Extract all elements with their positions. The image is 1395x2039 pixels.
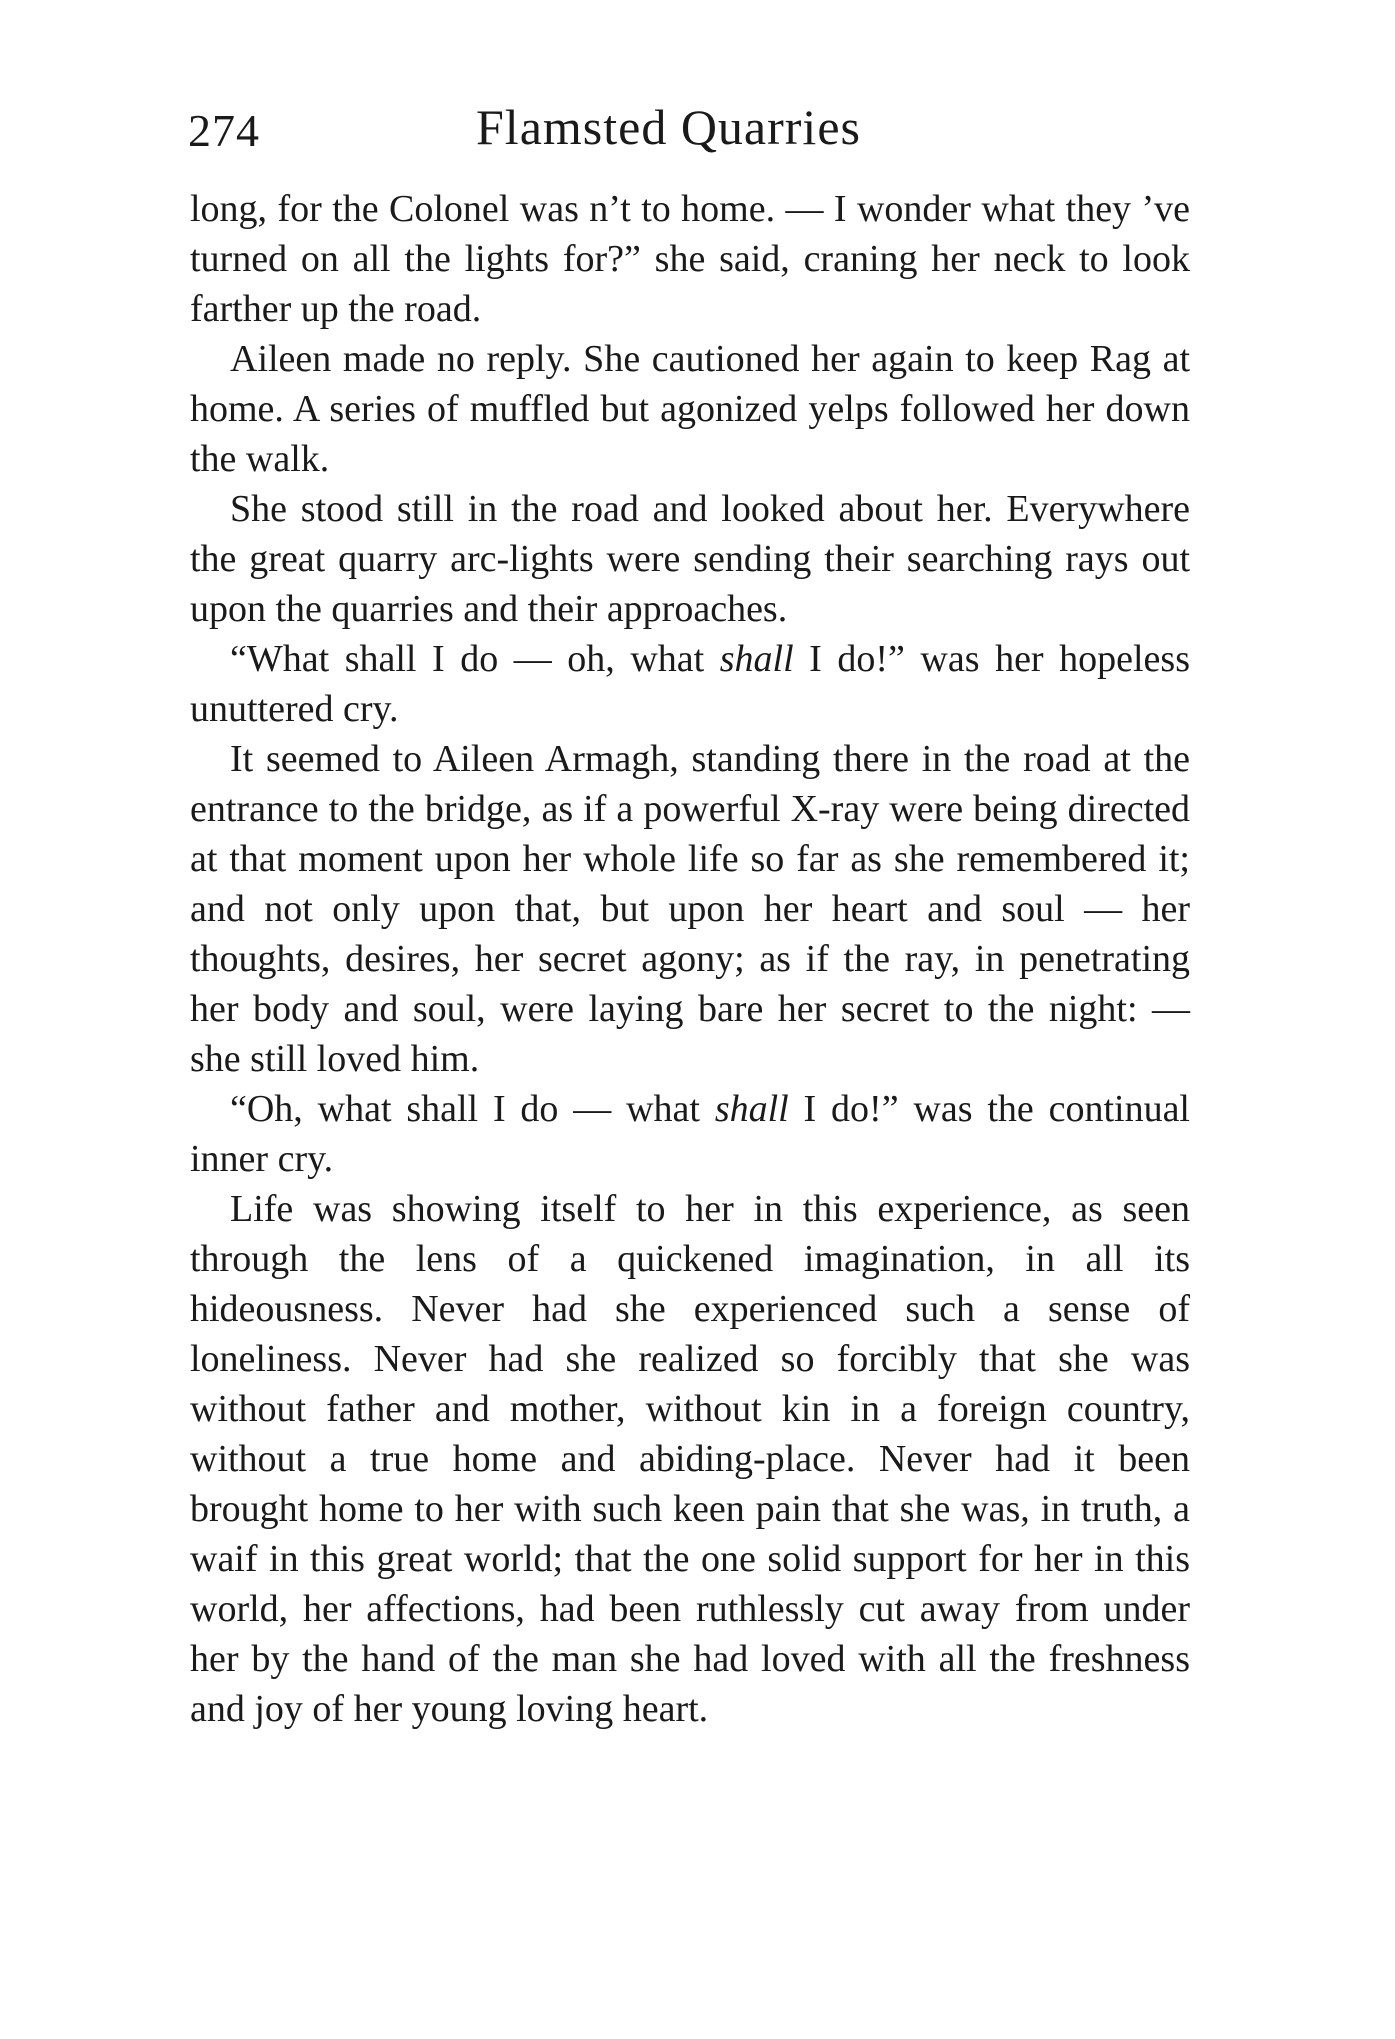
paragraph-4 [190, 634, 1190, 734]
paragraph-2 [190, 334, 1190, 484]
body-text [190, 184, 1190, 1734]
paragraph-text: Life was showing itself to her in this experience, as seen through the lens of a quickened imagination, in all its hideousness. Never had she experienced such a sense of loneliness. Never had she realized so forcibly that she was without father and mother, without kin in a foreign country, without a true home and abiding-place. Never had it been brought home to her with such keen pain that she was, in truth, a waif in this great world; that the one solid support for her in this world, her affections, had been ruthlessly cut away from under her by the hand of the man she had loved with all the freshness and joy of her young loving heart. [190, 1188, 1190, 1730]
emphasis-text: shall [714, 1088, 789, 1130]
paragraph-text: “Oh, what shall I do — what [230, 1088, 715, 1130]
page-number: 274 [188, 105, 260, 156]
paragraph-text: long, for the Colonel was n’t to home. — I wonder what they ’ve turned on all the lights for?” she said, craning her neck to look farther up the road. [190, 188, 1190, 330]
paragraph-text: I do!” was the continual inner cry. [190, 1088, 1190, 1180]
paragraph-3 [190, 484, 1190, 634]
paragraph-text: “What shall I do — oh, what [230, 638, 720, 680]
paragraph-6 [190, 1084, 1190, 1184]
paragraph-text: I do!” was her hopeless unuttered cry. [190, 638, 1190, 730]
running-head [188, 98, 1192, 168]
paragraph-1 [190, 184, 1190, 334]
paragraph-5 [190, 734, 1190, 1084]
paragraph-text: Aileen made no reply. She cautioned her again to keep Rag at home. A series of muffled but agonized yelps followed her down the walk. [190, 338, 1190, 480]
running-title: Flamsted Quarries [476, 99, 861, 155]
paragraph-text: She stood still in the road and looked about her. Everywhere the great quarry arc-lights were sending their searching rays out upon the quarries and their approaches. [190, 488, 1190, 630]
paragraph-7 [190, 1184, 1190, 1734]
emphasis-text: shall [719, 638, 794, 680]
paragraph-text: It seemed to Aileen Armagh, standing there in the road at the entrance to the bridge, as if a powerful X-ray were being directed at that moment upon her whole life so far as she remembered it; and not only upon that, but upon her heart and soul — her thoughts, desires, her secret agony; as if the ray, in penetrating her body and soul, were laying bare her secret to the night: — she still loved him. [190, 738, 1190, 1080]
